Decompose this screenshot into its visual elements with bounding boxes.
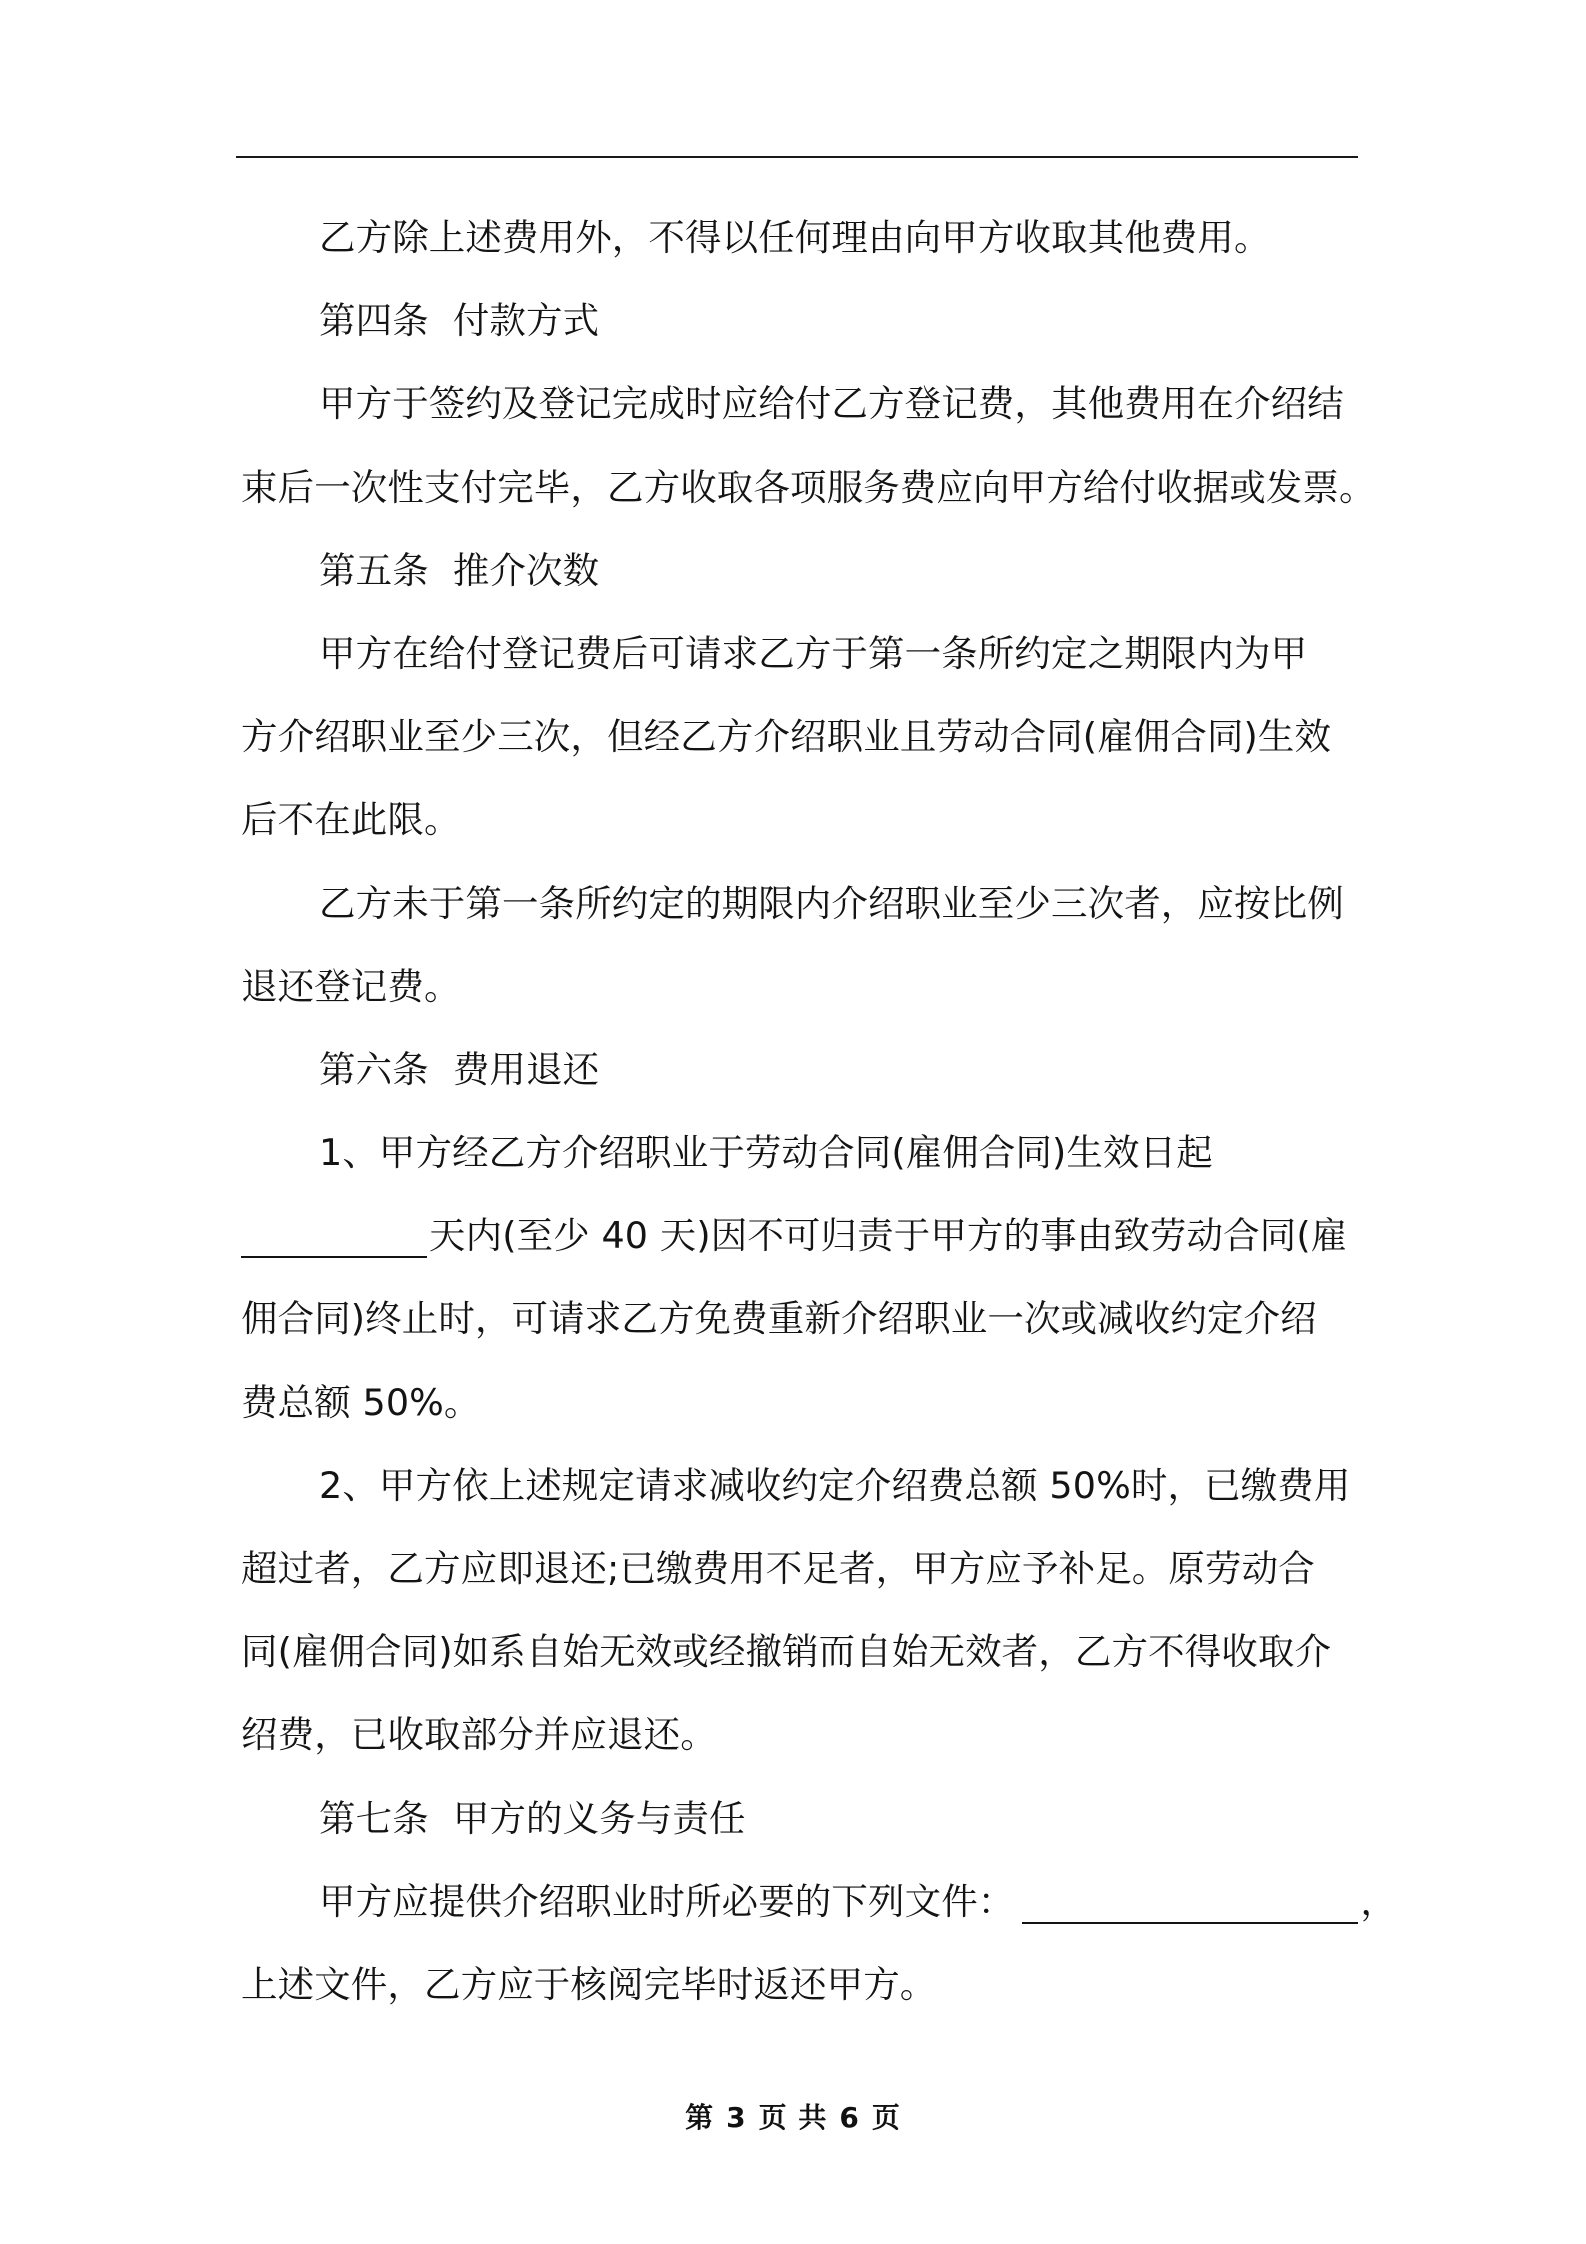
- article-title: 费用退还: [452, 1047, 600, 1091]
- article-number: 第四条: [319, 299, 429, 343]
- article-heading: [241, 529, 1381, 612]
- article-title: 推介次数: [452, 548, 600, 592]
- footer-label: 页: [871, 2101, 901, 2134]
- paragraph-line: 1、甲方经乙方介绍职业于劳动合同(雇佣合同)生效日起: [319, 1131, 1213, 1175]
- paragraph-line: 方介绍职业至少三次，但经乙方介绍职业且劳动合同(雇佣合同)生效: [241, 715, 1332, 759]
- paragraph-line: 超过者，乙方应即退还;已缴费用不足者，甲方应予补足。原劳动合: [241, 1547, 1315, 1590]
- article-number: 第五条: [319, 548, 429, 592]
- paragraph-line: 绍费，已收取部分并应退还。: [241, 1713, 717, 1757]
- paragraph-line: 上述文件，乙方应于核阅完毕时返还甲方。: [241, 1962, 937, 2006]
- paragraph-text: 天内(至少 40 天)因不可归责于甲方的事由致劳动合同(雇: [429, 1214, 1348, 1258]
- paragraph-line: 甲方在给付登记费后可请求乙方于第一条所约定之期限内为甲: [319, 631, 1308, 675]
- paragraph-line-with-blank: [241, 1860, 1398, 1943]
- paragraph-line: 后不在此限。: [241, 798, 461, 842]
- paragraph-text: 甲方应提供介绍职业时所必要的下列文件：: [319, 1879, 1015, 1923]
- paragraph-line: 甲方于签约及登记完成时应给付乙方登记费，其他费用在介绍结: [319, 382, 1344, 426]
- article-heading: [241, 1777, 1381, 1860]
- paragraph-line: 2、甲方依上述规定请求减收约定介绍费总额 50%时，已缴费用: [319, 1463, 1351, 1507]
- paragraph-line: 乙方除上述费用外，不得以任何理由向甲方收取其他费用。: [319, 216, 1271, 259]
- current-page-number: 3: [726, 2101, 747, 2134]
- footer-label: 页 共: [758, 2101, 828, 2134]
- document-body: [241, 196, 1398, 2026]
- header-rule: [236, 156, 1358, 158]
- total-pages-number: 6: [839, 2101, 860, 2134]
- paragraph-line: 同(雇佣合同)如系自始无效或经撤销而自始无效者，乙方不得收取介: [241, 1630, 1332, 1674]
- paragraph-line: 束后一次性支付完毕，乙方收取各项服务费应向甲方给付收据或发票。: [241, 465, 1376, 509]
- page-footer: [0, 2096, 1586, 2136]
- paragraph-line: 退还登记费。: [241, 964, 461, 1008]
- paragraph-line: 费总额 50%。: [241, 1380, 481, 1424]
- footer-label: 第: [685, 2101, 715, 2134]
- article-title: 甲方的义务与责任: [452, 1796, 746, 1840]
- punctuation: ，: [1360, 1879, 1398, 1923]
- fill-in-blank[interactable]: [1022, 1882, 1358, 1924]
- article-number: 第六条: [319, 1047, 429, 1091]
- paragraph-line: 佣合同)终止时，可请求乙方免费重新介绍职业一次或减收约定介绍: [241, 1297, 1317, 1341]
- paragraph-line: 乙方未于第一条所约定的期限内介绍职业至少三次者，应按比例: [319, 881, 1344, 925]
- fill-in-blank[interactable]: [241, 1216, 427, 1258]
- article-heading: [241, 279, 1381, 362]
- article-heading: [241, 1028, 1381, 1111]
- article-title: 付款方式: [452, 299, 600, 343]
- article-number: 第七条: [319, 1796, 429, 1840]
- paragraph-line-with-blank: [241, 1194, 1381, 1277]
